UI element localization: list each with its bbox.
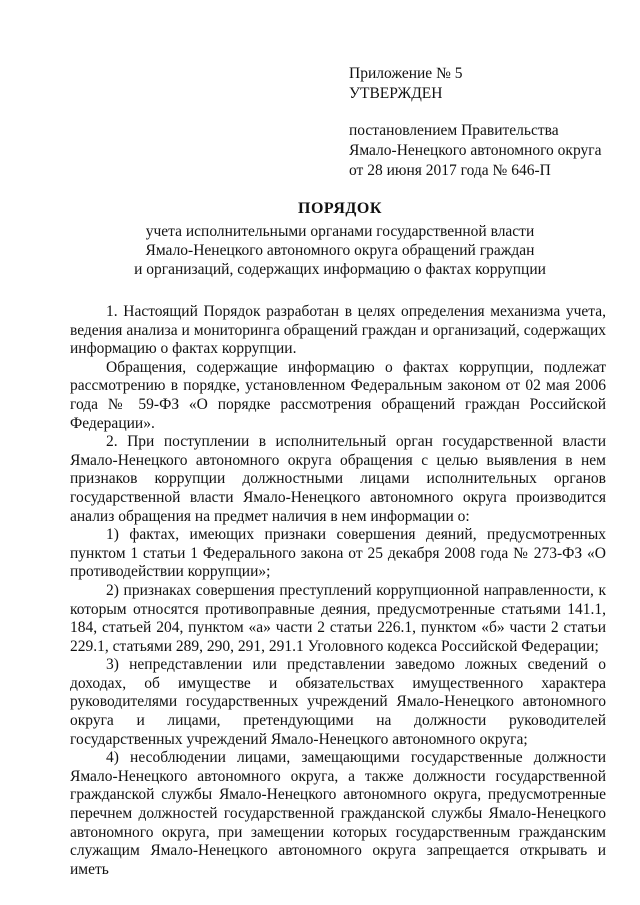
list-item: 4) несоблюдении лицами, замещающими государственные должности Ямало-Ненецкого автономного округа, а также должности государственной гражданской службы Ямало-Ненецкого автономного округа, предусмотренные перечнем должностей государственной гражданской службы Ямало-Ненецкого автономного округа, при замещении которых государственным гражданским служащим Ямало-Ненецкого автономного округа запрещается открывать и иметь (70, 749, 606, 878)
subtitle-line: Ямало-Ненецкого автономного округа обращений граждан (145, 242, 535, 259)
document-title: ПОРЯДОК (298, 200, 382, 217)
document-subtitle (0, 222, 640, 279)
paragraph: 1. Настоящий Порядок разработан в целях определения механизма учета, ведения анализа и мониторинга обращений граждан и организаций, содержащих информацию о фактах коррупции. (70, 303, 606, 358)
approval-authority: постановлением Правительства (349, 122, 559, 139)
approval-government: Ямало-Ненецкого автономного округа (349, 142, 602, 159)
appendix-number: Приложение № 5 (349, 65, 463, 82)
paragraph: 2. При поступлении в исполнительный орган государственной власти Ямало-Ненецкого автономного округа обращения с целью выявления в нем признаков коррупции должностными лицами исполнительных органов государственной власти Ямало-Ненецкого автономного округа производится анализ обращения на предмет наличия в нем информации о: (70, 433, 606, 525)
subtitle-line: учета исполнительными органами государственной власти (145, 223, 535, 240)
list-item: 3) непредставлении или представлении заведомо ложных сведений о доходах, об имуществе и обязательствах имущественного характера руководителями государственных учреждений Ямало-Ненецкого автономного округа и лицами, претендующими на должности руководителей государственных учреждений Ямало-Ненецкого автономного округа; (70, 656, 606, 748)
subtitle-line: и организаций, содержащих информацию о фактах коррупции (134, 261, 546, 278)
paragraph: Обращения, содержащие информацию о фактах коррупции, подлежат рассмотрению в порядке, установленном Федеральным законом от 02 мая 2006 года № 59-ФЗ «О порядке рассмотрения обращений граждан Российской Федерации». (70, 358, 606, 432)
list-item: 1) фактах, имеющих признаки совершения деяний, предусмотренных пунктом 1 статьи 1 Федерального закона от 25 декабря 2008 года № 273-ФЗ «О противодействии коррупции»; (70, 526, 606, 581)
approval-block (349, 64, 609, 181)
document-body (70, 303, 606, 879)
approval-stamp: УТВЕРЖДЕН (349, 85, 443, 102)
list-item: 2) признаках совершения преступлений коррупционной направленности, к которым относятся противоправные деяния, предусмотренные статьями 141.1, 184, статьей 204, пунктом «а» части 2 статьи 226.1, пунктом «б» части 2 статьи 229.1, статьями 289, 290, 291, 291.1 Уголовного кодекса Российской Федерации; (70, 581, 606, 655)
approval-date: от 28 июня 2017 года № 646-П (349, 162, 551, 179)
